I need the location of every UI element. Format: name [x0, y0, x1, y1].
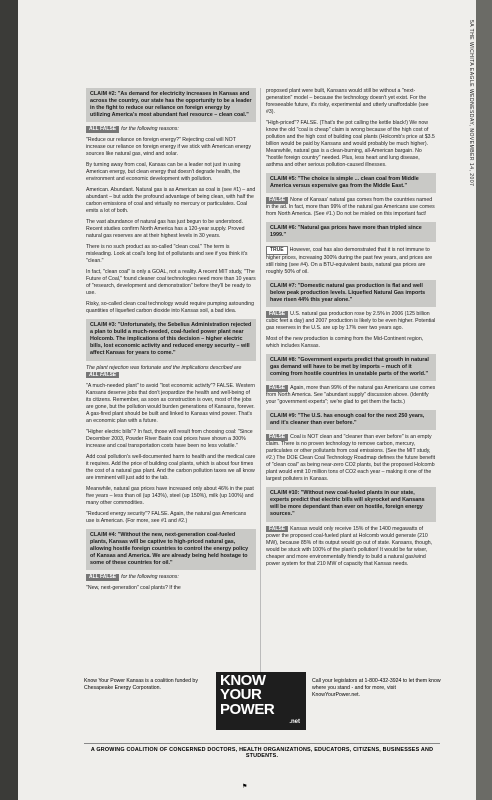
page-mark-icon: ⚑	[242, 784, 248, 790]
claim-7: CLAIM #7: "Domestic natural gas production is flat and well below peak production levels. Liquefied Natural Gas imports have risen 44% this year alone."	[266, 280, 436, 307]
paragraph: Most of the new production is coming from the Mid-Continent region, which includes Kansas.	[266, 336, 424, 350]
ad-footer	[84, 672, 440, 742]
claim-2: CLAIM #2: "As demand for electricity increases in Kansas and across the country, our state has the opportunity to be a leader in the fight to reduce our reliance on foreign energy by utilizing America's most abundant fuel resource – clean coal."	[86, 88, 256, 122]
coalition-tagline: A GROWING COALITION OF CONCERNED DOCTORS, HEALTH ORGANIZATIONS, EDUCATORS, CITIZENS, BUSINESSES AND STUDENTS.	[90, 747, 434, 759]
false-tag: FALSE	[266, 385, 288, 392]
claim-3: CLAIM #3: "Unfortunately, the Sebelius Administration rejected a plan to build a much-needed, coal-fueled power plant near Holcomb. The implications of this decision – higher electric bills, lost economic activity and reduced energy security – will affect Kansas for years to come."	[86, 319, 256, 360]
left-column	[86, 88, 256, 596]
claim-6: CLAIM #6: "Natural gas prices have more than tripled since 1999."	[266, 222, 436, 242]
paragraph: In fact, "clean coal" is only a GOAL, not a reality. A recent MIT study, "The Future of Coal," found cleaner coal technologies need more than 10 years of "research, development and demonstration" before they'll be ready to use.	[86, 269, 256, 297]
paragraph: Risky, so-called clean coal technology would require pumping astounding quantities of liquefied carbon dioxide into Kansas soil, a bad idea.	[86, 301, 255, 315]
claim-4: CLAIM #4: "Without the new, next-generation coal-fueled plants, Kansas will be captive to high-priced natural gas, allowing hostile foreign countries to control the energy policy of Kansas and America. We are already being held hostage to some of these countries for oil."	[86, 529, 256, 570]
know-your-power-logo: KNOW YOUR POWER .net	[216, 672, 306, 730]
call-to-action: Call your legislators at 1-800-432-3924 to let them know where you stand - and for more, visit KnowYourPower.net.	[312, 678, 441, 699]
paragraph: By turning away from coal, Kansas can be a leader not just in using American energy, but clean energy that doesn't degrade health, the environment and economic development with pollution.	[86, 162, 241, 183]
claim-4-verdict: ALL FALSE for the following reasons:	[86, 574, 256, 581]
paragraph: "Higher electric bills"? In fact, those will result from choosing coal: "Since December 2003, Powder River Basin coal prices have shown a 300% increase and coal transportation costs have been no less volatile."	[86, 428, 253, 449]
paragraph: There is no such product as so-called "clean coal." The term is misleading. Look at coal's long list of pollutants and see if you think it's "clean."	[86, 244, 248, 265]
footer-rule	[84, 743, 440, 744]
paragraph: proposed plant were built, Kansans would still be without a "next-generation" model – because the technology doesn't yet exist. For the foreseeable future, it's risky, experimental and utterly unaffordable (see #3).	[266, 88, 429, 116]
paragraph: "A much-needed plant" to avoid "lost economic activity"? FALSE. Western Kansans deserve jobs that don't jeopardize the health and well-being of its citizens. Remember, as soon as construction is over, most of the jobs are gone, but the pollution would burden generations of Kansans, forever. A gas-fired plant should be built and linked to Kansas wind power. That's an economic plan with a future.	[86, 382, 256, 424]
column-divider	[260, 88, 261, 678]
claim-5: CLAIM #5: "The choice is simple ... clean coal from Middle America versus expensive gas from the Middle East."	[266, 173, 436, 193]
paragraph: "New, next-generation" coal plants? If the	[86, 584, 181, 591]
claim-8: CLAIM #8: "Government experts predict that growth in natural gas demand will have to be met by imports – much of it coming from hostile countries in unstable parts of the world."	[266, 354, 436, 381]
coalition-funding-note: Know Your Power Kansas is a coalition funded by Chesapeake Energy Corporation.	[84, 678, 198, 692]
side-header: 5A THE WICHITA EAGLE WEDNESDAY, NOVEMBER 14, 2007	[468, 20, 474, 187]
false-tag: FALSE	[266, 434, 288, 441]
paragraph: American. Abundant. Natural gas is as American as coal is (see #1) – and abundant – but adds the profound advantage of being clean, with half the carbon emissions of coal and virtually no mercury or particulates. Coal emits a lot of both.	[86, 187, 256, 215]
claim-5-response: FALSE None of Kansas' natural gas comes from the countries named in the ad. In fact, more than 99% of the natural gas Americans use comes from North America. (See #1.) Do not be misled on this important fact!	[266, 197, 435, 218]
claim-9: CLAIM #9: "The U.S. has enough coal for the next 250 years, and it's cleaner than ever before."	[266, 410, 436, 430]
paragraph: The vast abundance of natural gas has just begun to be understood. Recent studies confirm North America has a 120-year supply. Proved natural gas reserves are at their highest levels in 30 years.	[86, 219, 245, 240]
right-column	[266, 88, 436, 572]
claim-6-response: TRUE However, coal has also demonstrated that it is not immune to higher prices, increasing 300% during the past few years, and prices are still rising (see #4). On a BTU-equivalent basis, natural gas prices are roughly 50% of oil.	[266, 247, 433, 276]
all-false-tag: ALL FALSE	[86, 126, 119, 133]
true-tag: TRUE	[266, 246, 288, 255]
false-tag: FALSE	[266, 197, 288, 204]
advertisement	[82, 88, 442, 768]
false-tag: FALSE	[266, 311, 288, 318]
claim-3-verdict: The plant rejection was fortunate and the implications described are ALL FALSE	[86, 364, 242, 378]
paragraph: "Reduced energy security"? FALSE. Again, the natural gas Americans use is American. (For more, see #1 and #2.)	[86, 510, 247, 524]
claim-7-response: FALSE U.S. natural gas production rose by 2.5% in 2006 (125 billion cubic feet a day) and 2007 production is likely to be even higher. Potential gas reserves in the U.S. are up by 17% over two years ago.	[266, 311, 436, 332]
paragraph: "High-priced"? FALSE. (That's the pot calling the kettle black!) We now know the old "coal is cheap" claim is wrong because of the high cost of pollution and the high cost of building coal plants (Holcomb's price at $3.5 billion would be paid by Kansans and would probably be much higher). Meanwhile, natural gas is a clean-burning, all-American bargain. No "hostile foreign country" needed. Plus, less heart and lung disease, asthma and other serious pollution-caused illnesses.	[266, 120, 435, 169]
claim-8-response: FALSE Again, more than 99% of the natural gas Americans use comes from North America. See "abundant supply" discussion above. (Identify your "government experts"; we're glad to get them the facts.)	[266, 385, 436, 406]
scan-right-edge	[476, 0, 492, 800]
claim-2-verdict: ALL FALSE for the following reasons:	[86, 126, 256, 133]
scan-left-edge	[0, 0, 18, 800]
paragraph: Meanwhile, natural gas prices have increased only about 46% in the past five years – less than oil (up 143%), steel (up 150%), milk (up 100%) and many other commodities.	[86, 485, 254, 506]
paragraph: Add coal pollution's well-documented harm to health and the medical care it requires. Add the price of building coal plants, which is about four times the cost of a natural gas plant. And the carbon pollution taxes we all know are imminent will just add to the tab.	[86, 453, 256, 481]
claim-9-response: FALSE Coal is NOT clean and "cleaner than ever before" is an empty claim. There is no proven technology to remove carbon, mercury, particulates or other pollutants from coal emissions. (See the MIT study, #2.) The DOE Clean Coal Technology Roadmap defines the future benefit of "clean coal" as being near-zero CO2 plants, but the proposed Holcomb plant would emit 10 million tons of CO2 each year – making it one of the largest polluters in Kansas.	[266, 434, 436, 483]
false-tag: FALSE	[266, 526, 288, 533]
all-false-tag: ALL FALSE	[86, 574, 119, 581]
all-false-tag: ALL FALSE	[86, 372, 119, 379]
claim-10-response: FALSE Kansas would only receive 15% of the 1400 megawatts of power the proposed coal-fueled plant at Holcomb would generate (210 MW), because 85% of its output would go out of state. Kansans, though, would be stuck with 100% of the plant's pollution! It would be far wiser, cheaper and more environmentally friendly to build a natural gas/wind power system for that 210 MW of capacity that Kansas needs.	[266, 525, 433, 567]
paragraph: "Reduce our reliance on foreign energy?" Rejecting coal will NOT increase our reliance on foreign energy if we stick with American energy sources like natural gas, wind and solar.	[86, 137, 251, 158]
claim-10: CLAIM #10: "Without new coal-fueled plants in our state, experts predict that electric bills will skyrocket and Kansans will be more dependant than ever on hostile, foreign energy sources."	[266, 487, 436, 521]
